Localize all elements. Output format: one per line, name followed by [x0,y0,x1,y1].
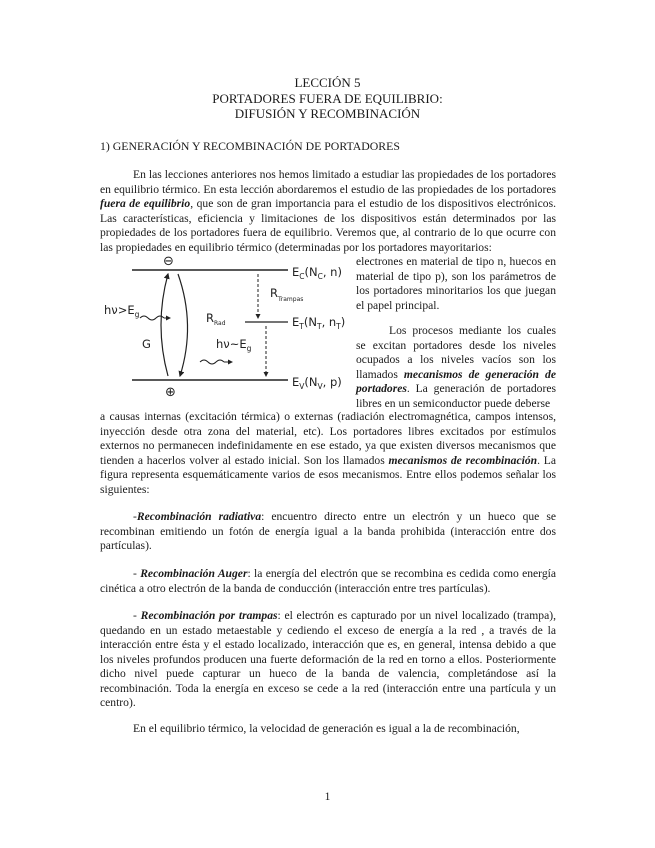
generation-text-cont: . La generación de portadores libres en un semiconductor puede deberse [356,382,556,410]
lesson-title-line-1: PORTADORES FUERA DE EQUILIBRIO: [212,90,443,106]
hv-approx-label: $h\nu\sim E_g$ [216,337,252,353]
electron-icon: ⊖ [163,254,174,269]
right-column-paragraph-1 [356,255,556,313]
mechanism-text-trampas: : el electrón es capturado por un nivel localizado (trampa), quedando en un estado metaestable y cediendo el exceso de energía a la red , a través de la interacción entre ésta y el estado localizado, interacción que es, en general, intensa debido a que los niveles profundos producen una fuerte deformación de la red en torno a ellos. Posteriormente dicho nivel puede capturar un hueco de la banda de valencia, completándose así la recombinación. Toda la energía en exceso se cede a la red (interacción entre una partícula y un centro). [100,609,556,709]
ec-label: $E_C(N_C$, n) [292,265,342,281]
band-diagram [100,250,352,400]
lesson-header [0,75,655,122]
page-number: 1 [324,791,331,803]
recombination-text-cont: . La figura representa esquemáticamente varios de esos mecanismos. Entre ellos podemos señalar los siguientes: [100,453,556,496]
mechanism-text-radiativa: : encuentro directo entre un electrón y un hueco que se recombinan emitiendo un fotón de energía igual a la banda prohibida (interacción entre dos partículas). [100,510,557,552]
closing-text: En el equilibrio térmico, la velocidad de generación es igual a la de recombinación, [133,722,520,735]
mechanism-title-trampas: Recombinación por trampas [140,609,278,622]
recombination-intro-paragraph [100,410,556,497]
generation-emphasis: mecanismos de generación de portadores [356,367,556,395]
rrad-label: $R_{Rad}$ [206,311,226,327]
generation-label: G [142,337,151,351]
lesson-number: LECCIÓN 5 [294,75,361,90]
recombination-text: a causas internas (excitación térmica) o externas (radiación electromagnética, campos intensos, inyección desde otra zona del material, etc). Los portadores libres excitados por estímulos externos no permanecen indefinidamente en ese estado, ya que existen diversos mecanismos que tienden a hacerlos volver al estado inicial. Son los llamados [100,410,556,467]
mechanism-title-auger: Recombinación Auger [140,567,248,580]
mechanism-radiativa: -Recombinación radiativa: encuentro directo entre un electrón y un hueco que se recombinan emitiendo un fotón de energía igual a la banda prohibida (interacción entre dos partículas). [100,510,557,552]
intro-text: En las lecciones anteriores nos hemos limitado a estudiar las propiedades de los portadores en equilibrio térmico. En esta lección abordaremos el estudio de las propiedades de los portadores [100,168,556,196]
mechanism-auger: - Recombinación Auger: la energía del electrón que se recombina es cedida como energía cinética a otro electrón de la banda de conducción (interacción entre tres partículas). [100,567,556,595]
intro-emphasis: fuera de equilibrio [100,197,191,210]
mechanism-text-auger: : la energía del electrón que se recombina es cedida como energía cinética a otro electrón de la banda de conducción (interacción entre tres partículas). [100,567,556,595]
generation-text: Los procesos mediante los cuales se excitan portadores desde los niveles ocupados a los niveles vacíos son los llamados [356,324,556,381]
right-column-text-1: electrones en material de tipo n, huecos en material de tipo p), son los parámetros de los portadores minoritarios los que juegan el papel principal. [356,255,556,312]
right-column-paragraph-2 [356,324,556,411]
mechanism-trampas: - Recombinación por trampas: el electrón es capturado por un nivel localizado (trampa), quedando en un estado metaestable y cediendo el exceso de energía a la red , a través de la interacción entre ésta y el estado localizado, interacción que es, en general, intensa debido a que los niveles profundos producen una fuerte deformación de la red en torno a ellos. Posteriormente dicho nivel puede capturar un hueco de la banda de valencia, completándose así la recombinación. Toda la energía en exceso se cede a la red (interacción entre una partícula y un centro). [100,609,556,709]
generation-arrow [161,274,168,376]
intro-text-cont: , que son de gran importancia para el estudio de los dispositivos electrónicos. Las características, eficiencia y limitaciones de los dispositivos están determinados por las propiedades de los portadores fuera de equilibrio. Veremos que, al contrario de lo que ocurre con las propiedades en equilibrio térmico (determinadas por los portadores mayoritarios: [100,197,556,254]
closing-paragraph [100,722,556,737]
hv-greater-label: $h\nu>E_g$ [104,303,140,319]
rtrap-label: $R_{Trampas}$ [270,286,304,303]
intro-paragraph [100,168,556,255]
hole-icon: ⊕ [165,385,176,400]
recombination-emphasis: mecanismos de recombinación [388,453,538,467]
radiative-recombination-arrow [178,274,188,376]
lesson-title-line-2: DIFUSIÓN Y RECOMBINACIÓN [234,106,421,121]
incoming-photon-wave [140,316,164,320]
mechanism-title-radiativa: Recombinación radiativa [136,510,262,523]
ev-label: $E_V(N_V$, p) [292,375,342,391]
section-heading: 1) GENERACIÓN Y RECOMBINACIÓN DE PORTADORES [100,139,400,153]
et-label: $E_T(N_T$, $n_T$) [292,315,346,331]
emitted-photon-wave [200,360,224,364]
